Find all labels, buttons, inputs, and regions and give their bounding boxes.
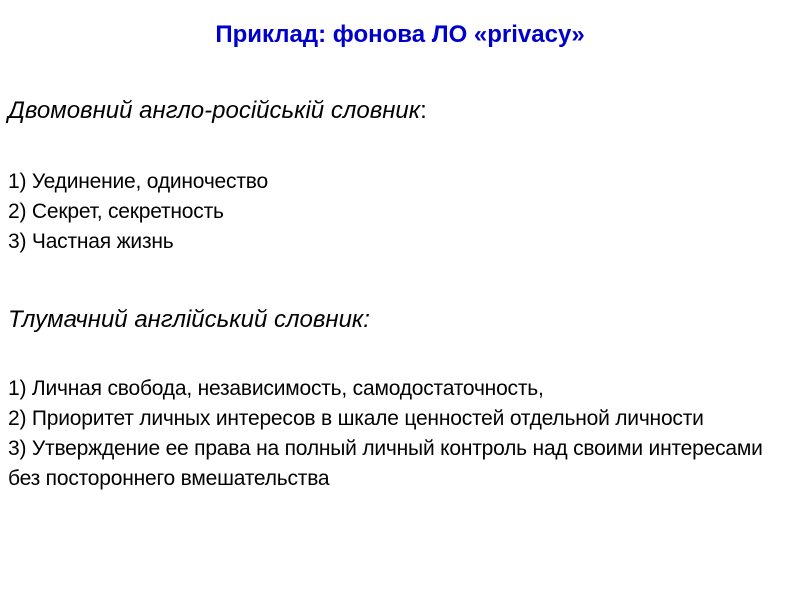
list-item: 3) Утверждение ее права на полный личный контроль над своими интересами без постороннего вмешательства: [8, 437, 763, 490]
explanatory-dictionary-heading: Тлумачний англійський словник:: [8, 306, 370, 333]
bilingual-dictionary-heading: [8, 96, 427, 126]
bilingual-dictionary-list: [8, 167, 268, 257]
list-item: 3) Частная жизнь: [8, 230, 174, 253]
list-item: 1) Личная свобода, независимость, самодостаточность,: [8, 377, 544, 400]
explanatory-dictionary-list: [8, 374, 793, 494]
list-item: 2) Приоритет личных интересов в шкале ценностей отдельной личности: [8, 407, 704, 430]
bilingual-dictionary-heading-text: Двомовний англо-російській словник: [8, 97, 421, 124]
list-item: 2) Секрет, секретность: [8, 200, 224, 223]
bilingual-dictionary-heading-colon: :: [420, 97, 427, 124]
slide-title: Приклад: фонова ЛО «privacy»: [215, 21, 585, 48]
list-item: 1) Уединение, одиночество: [8, 170, 268, 193]
